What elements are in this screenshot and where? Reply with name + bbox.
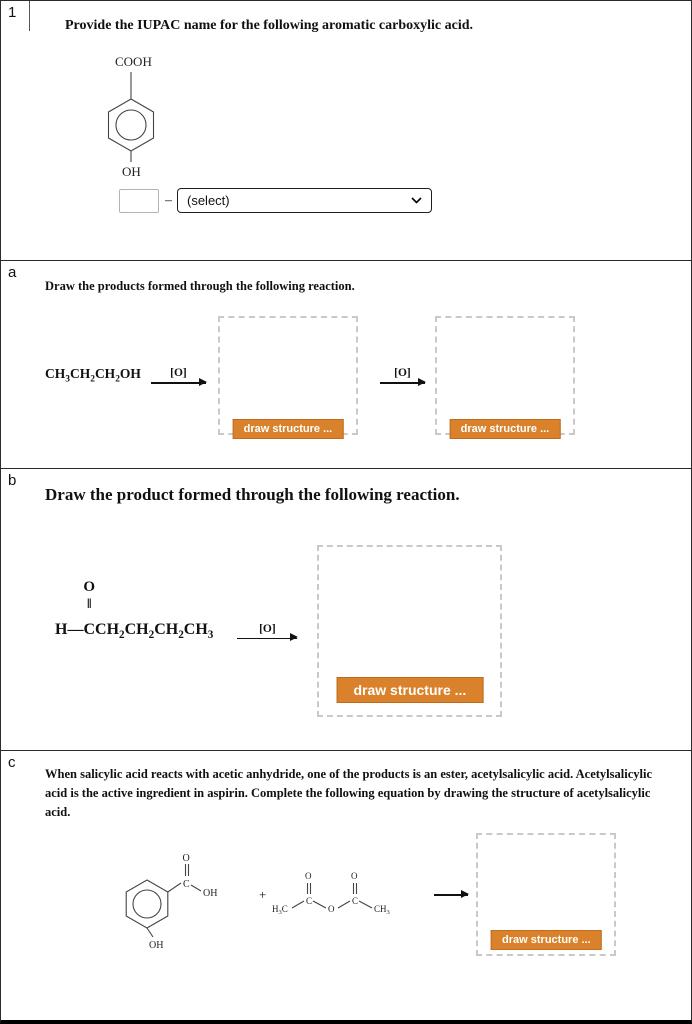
hydroxybenzoic-acid-structure — [101, 50, 221, 180]
draw-structure-box — [476, 833, 616, 956]
reaction-arrow — [434, 894, 468, 896]
methyl-left-label: $H_3C$ — [272, 903, 289, 916]
arrow-icon — [151, 382, 206, 384]
answer-row — [119, 188, 691, 213]
alkyl-chain: $CH_2CH_2CH_2CH_3$ — [95, 620, 214, 642]
draw-structure-button-2[interactable]: draw structure ... — [450, 419, 561, 439]
reaction-arrow-1 — [151, 367, 206, 384]
carbonyl-oxygen-2: O — [351, 870, 358, 881]
draw-structure-button-1[interactable]: draw structure ... — [233, 419, 344, 439]
reaction-arrow — [237, 623, 297, 640]
salicylic-acid-structure — [105, 836, 255, 954]
bridging-oxygen: O — [328, 903, 335, 914]
question-b-label: b — [8, 472, 17, 489]
bond — [292, 901, 304, 908]
cooh-group-label: COOH — [115, 54, 152, 69]
bond-to-phenol-oh — [147, 928, 153, 937]
reaction-scheme-a — [45, 316, 691, 435]
phenol-oh-label: OH — [149, 939, 164, 951]
single-bond: — — [67, 620, 84, 638]
draw-structure-button[interactable]: draw structure ... — [491, 930, 602, 950]
question-c-row — [1, 751, 691, 1017]
bond-to-carboxyl — [168, 883, 181, 892]
draw-structure-button[interactable]: draw structure ... — [336, 677, 483, 703]
bond — [359, 901, 372, 908]
bond — [313, 901, 326, 908]
reactant-propanol: $CH_3CH_2CH_2OH$ — [45, 365, 141, 385]
select-value: (select) — [187, 193, 230, 208]
draw-structure-box — [317, 545, 502, 717]
reaction-scheme-c — [105, 833, 653, 956]
oh-group-label: OH — [122, 164, 141, 179]
oxidizer-label: [O] — [259, 622, 276, 635]
question-c-label: c — [8, 754, 16, 771]
answer-input[interactable] — [119, 189, 159, 213]
bond-to-oh — [191, 885, 201, 891]
arrow-icon — [380, 382, 425, 384]
question-a-prompt: Draw the products formed through the following reaction. — [45, 279, 355, 293]
question-a-label: a — [8, 264, 17, 281]
reaction-scheme-b — [45, 545, 691, 717]
carbonyl-carbon-1: C — [306, 895, 313, 906]
draw-structure-box-2 — [435, 316, 575, 435]
oxidizer-label: [O] — [394, 367, 411, 379]
carbonyl-carbon: C — [83, 620, 96, 638]
question-b-row — [1, 469, 691, 751]
methyl-right-label: $CH_3$ — [374, 903, 391, 916]
carbonyl-oxygen-1: O — [305, 870, 312, 881]
arrow-icon — [237, 638, 297, 640]
double-bond-icon: ‖ — [86, 596, 92, 612]
carbonyl-oxygen: O — [83, 578, 96, 595]
carboxyl-carbon: C — [183, 878, 190, 890]
chevron-down-icon — [411, 197, 422, 204]
acetic-anhydride-structure — [270, 856, 418, 934]
question-1-label: 1 — [8, 4, 17, 21]
carbonyl-oxygen: O — [182, 852, 190, 864]
question-c-prompt: When salicylic acid reacts with acetic anhydride, one of the products is an ester, acetylsalicylic acid. Acetylsalicylic acid is the active ingredient in aspirin. Complete the following equation by drawing the structure of acetylsalicylic acid. — [45, 767, 652, 819]
acid-oh-label: OH — [203, 887, 218, 899]
benzene-ring — [109, 99, 154, 151]
plus-sign: + — [259, 886, 267, 902]
pentanal-structure — [55, 578, 214, 642]
arrow-icon — [434, 894, 468, 896]
answer-separator: – — [165, 192, 172, 208]
benzene-ring — [126, 880, 168, 928]
question-1-prompt: Provide the IUPAC name for the following aromatic carboxylic acid. — [65, 18, 474, 33]
oxidizer-label: [O] — [170, 367, 187, 379]
reaction-arrow-2 — [380, 367, 425, 384]
question-b-prompt: Draw the product formed through the following reaction. — [45, 485, 460, 504]
bond — [338, 901, 350, 908]
name-select-dropdown[interactable] — [177, 188, 432, 213]
h-atom: H — [55, 620, 68, 638]
question-a-row — [1, 261, 691, 469]
carbonyl-carbon-2: C — [352, 895, 359, 906]
draw-structure-box-1 — [218, 316, 358, 435]
question-1-row — [1, 1, 691, 261]
label-divider — [29, 1, 30, 31]
